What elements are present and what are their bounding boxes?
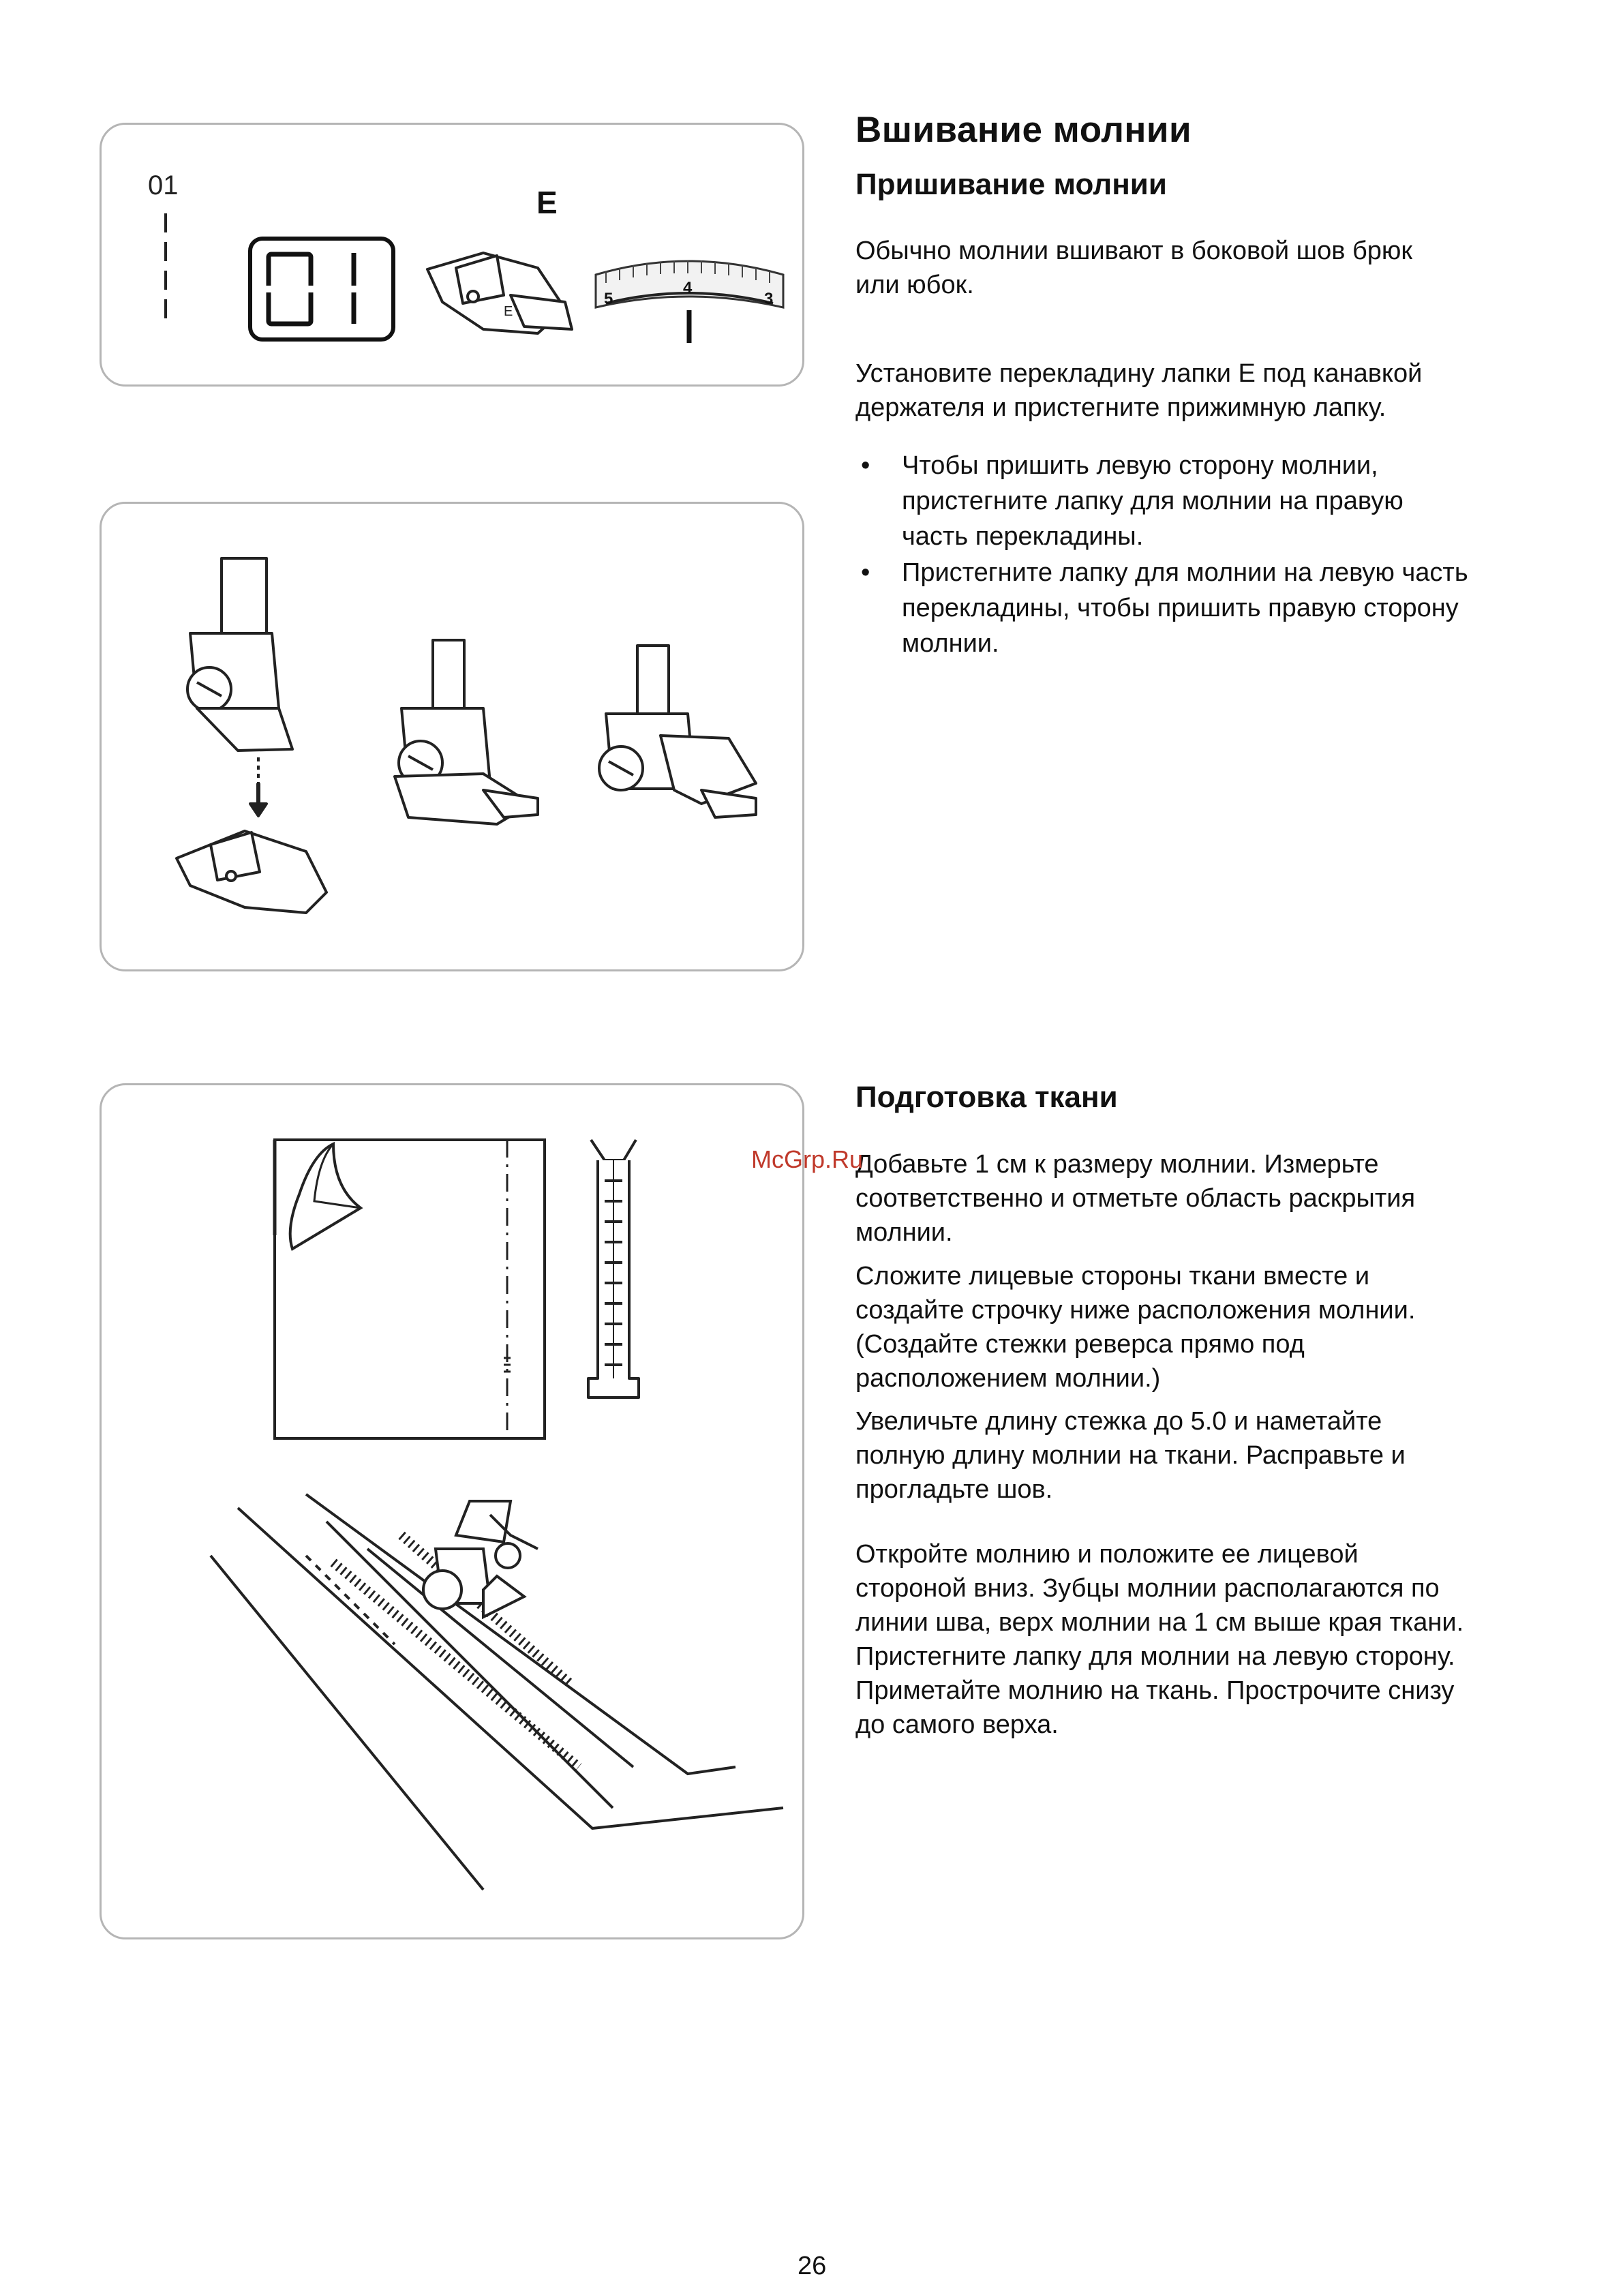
dial-mark-5: 5 — [604, 290, 613, 308]
fabric-fold-icon — [275, 1140, 545, 1438]
stitch-length-dial-icon — [596, 260, 783, 343]
fabric-prep-panel — [100, 1083, 804, 1939]
foot-attach-panel — [100, 502, 804, 971]
attach-zipper-foot-icon — [177, 558, 327, 913]
paragraph-measure: Добавьте 1 см к размеру молнии. Измерьте соответственно и отметьте область раскрытия молнии. — [855, 1150, 1416, 1247]
section-title-zipper-insertion: Вшивание молнии — [855, 110, 1192, 150]
section-title-fabric-prep: Подготовка ткани — [855, 1081, 1118, 1114]
zipper-foot-right-icon — [395, 640, 538, 824]
settings-panel — [100, 123, 804, 387]
paragraph-set-foot: Установите перекладину лапки Е под канавкой держателя и пристегните прижимную лапку. — [855, 359, 1423, 422]
led-display-value: 01 — [318, 330, 326, 337]
page-number: 26 — [798, 2252, 827, 2280]
subtitle-sewing-zipper: Пришивание молнии — [855, 168, 1167, 201]
zipper-foot-e-icon — [427, 253, 572, 333]
zipper-foot-left-icon — [599, 646, 756, 817]
paragraph-intro: Обычно молнии вшивают в боковой шов брюк или юбок. — [855, 237, 1413, 299]
led-display-icon — [250, 239, 393, 339]
svg-text:E: E — [504, 304, 513, 319]
paragraph-baste: Увеличьте длину стежка до 5.0 и наметайте полную длину молнии на ткани. Расправьте и прогладьте шов. — [855, 1407, 1406, 1504]
paragraph-fold-stitch: Сложите лицевые стороны ткани вместе и создайте строчку ниже расположения молнии. (Создайте стежки реверса прямо под расположением молнии.) — [855, 1262, 1416, 1393]
paragraph-open-zipper: Откройте молнию и положите ее лицевой стороной вниз. Зубцы молнии располагаются по линии шва, верх молнии на 1 см выше края ткани. Пристегните лапку для молнии на левую сторону. Приметайте молнию на ткань. Прострочите снизу до самого верха. — [855, 1540, 1464, 1739]
dial-mark-4: 4 — [683, 279, 693, 297]
watermark: McGrp.Ru — [751, 1145, 864, 1173]
sewing-zipper-icon — [211, 1494, 783, 1890]
zipper-icon — [588, 1140, 639, 1398]
dial-mark-3: 3 — [764, 290, 774, 308]
pattern-number-label: 01 — [148, 170, 179, 200]
foot-letter-label: E — [536, 185, 558, 220]
